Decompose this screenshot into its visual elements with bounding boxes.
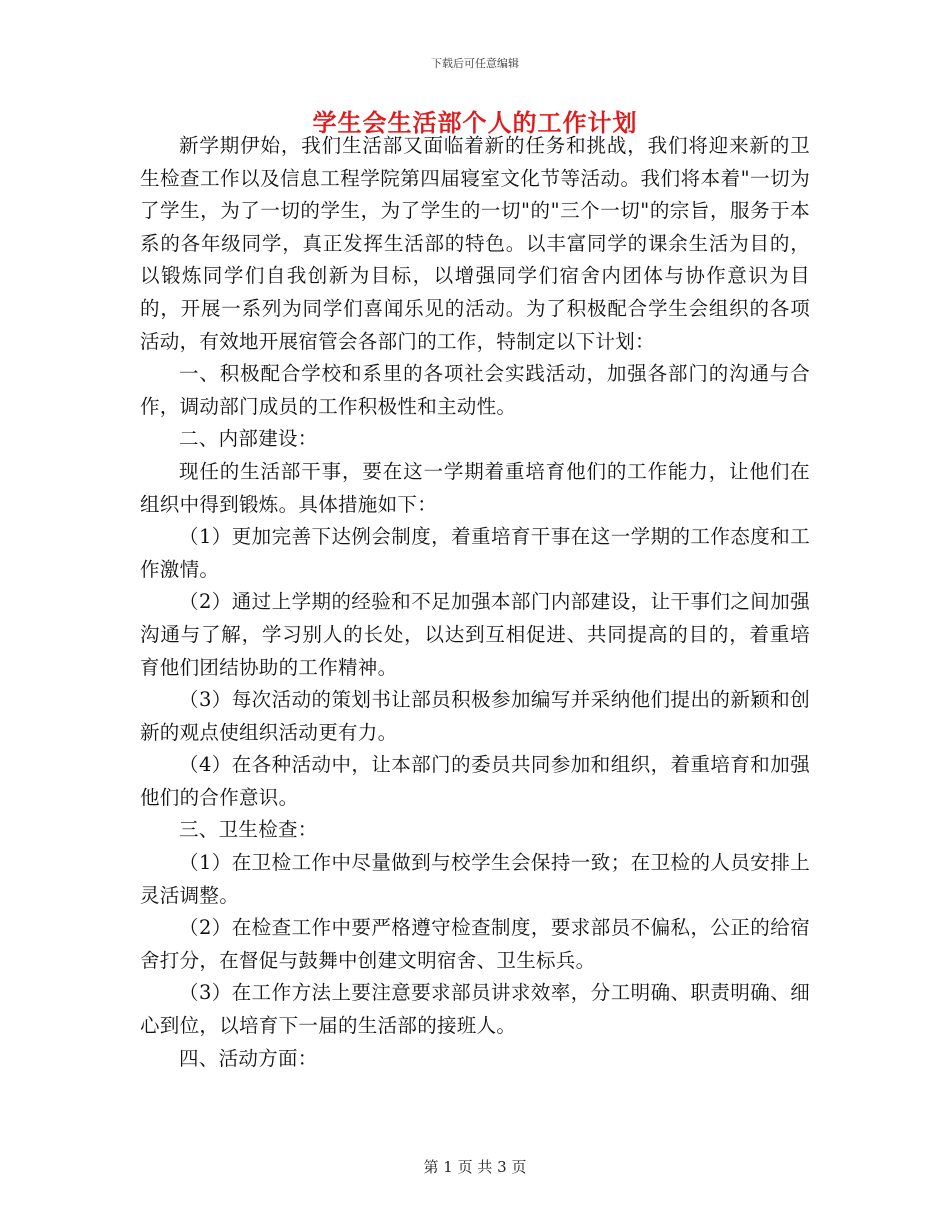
- list-item: （3）每次活动的策划书让部员积极参加编写并采纳他们提出的新颖和创新的观点使组织活动更有力。: [140, 688, 810, 744]
- page-footer: 第 1 页 共 3 页: [423, 1158, 527, 1176]
- list-item: （1）更加完善下达例会制度，着重培育干事在这一学期的工作态度和工作激情。: [140, 525, 810, 581]
- document-body: [140, 130, 810, 1075]
- header-note: 下载后可任意编辑: [431, 57, 519, 70]
- paragraph: 现任的生活部干事，要在这一学期着重培育他们的工作能力，让他们在组织中得到锻炼。具体措施如下：: [140, 459, 810, 516]
- list-item: （3）在工作方法上要注意要求部员讲求效率，分工明确、职责明确、细心到位，以培育下一届的生活部的接班人。: [140, 981, 810, 1038]
- list-item: （4）在各种活动中，让本部门的委员共同参加和组织，着重培育和加强他们的合作意识。: [140, 753, 810, 809]
- list-item: （1）在卫检工作中尽量做到与校学生会保持一致；在卫检的人员安排上灵活调整。: [140, 851, 810, 907]
- section-heading: 四、活动方面：: [179, 1046, 318, 1070]
- document-title: 学生会生活部个人的工作计划: [312, 108, 638, 137]
- list-item: （2）在检查工作中要严格遵守检查制度，要求部员不偏私，公正的给宿舍打分，在督促与鼓舞中创建文明宿舍、卫生标兵。: [140, 916, 810, 972]
- section-heading: 二、内部建设：: [179, 427, 318, 451]
- section-heading: 三、卫生检查：: [179, 818, 318, 842]
- paragraph: 一、积极配合学校和系里的各项社会实践活动，加强各部门的沟通与合作，调动部门成员的工作积极性和主动性。: [140, 362, 810, 418]
- paragraph: 新学期伊始，我们生活部又面临着新的任务和挑战，我们将迎来新的卫生检查工作以及信息工程学院第四届寝室文化节等活动。我们将本着"一切为了学生，为了一切的学生，为了学生的一切"的"三个一切"的宗旨，服务于本系的各年级同学，真正发挥生活部的特色。以丰富同学的课余生活为目的，以锻炼同学们自我创新为目标，以增强同学们宿舍内团体与协作意识为目的，开展一系列为同学们喜闻乐见的活动。为了积极配合学生会组织的各项活动，有效地开展宿管会各部门的工作，特制定以下计划：: [140, 134, 810, 353]
- list-item: （2）通过上学期的经验和不足加强本部门内部建设，让干事们之间加强沟通与了解，学习别人的长处，以达到互相促进、共同提高的目的，着重培育他们团结协助的工作精神。: [140, 590, 810, 679]
